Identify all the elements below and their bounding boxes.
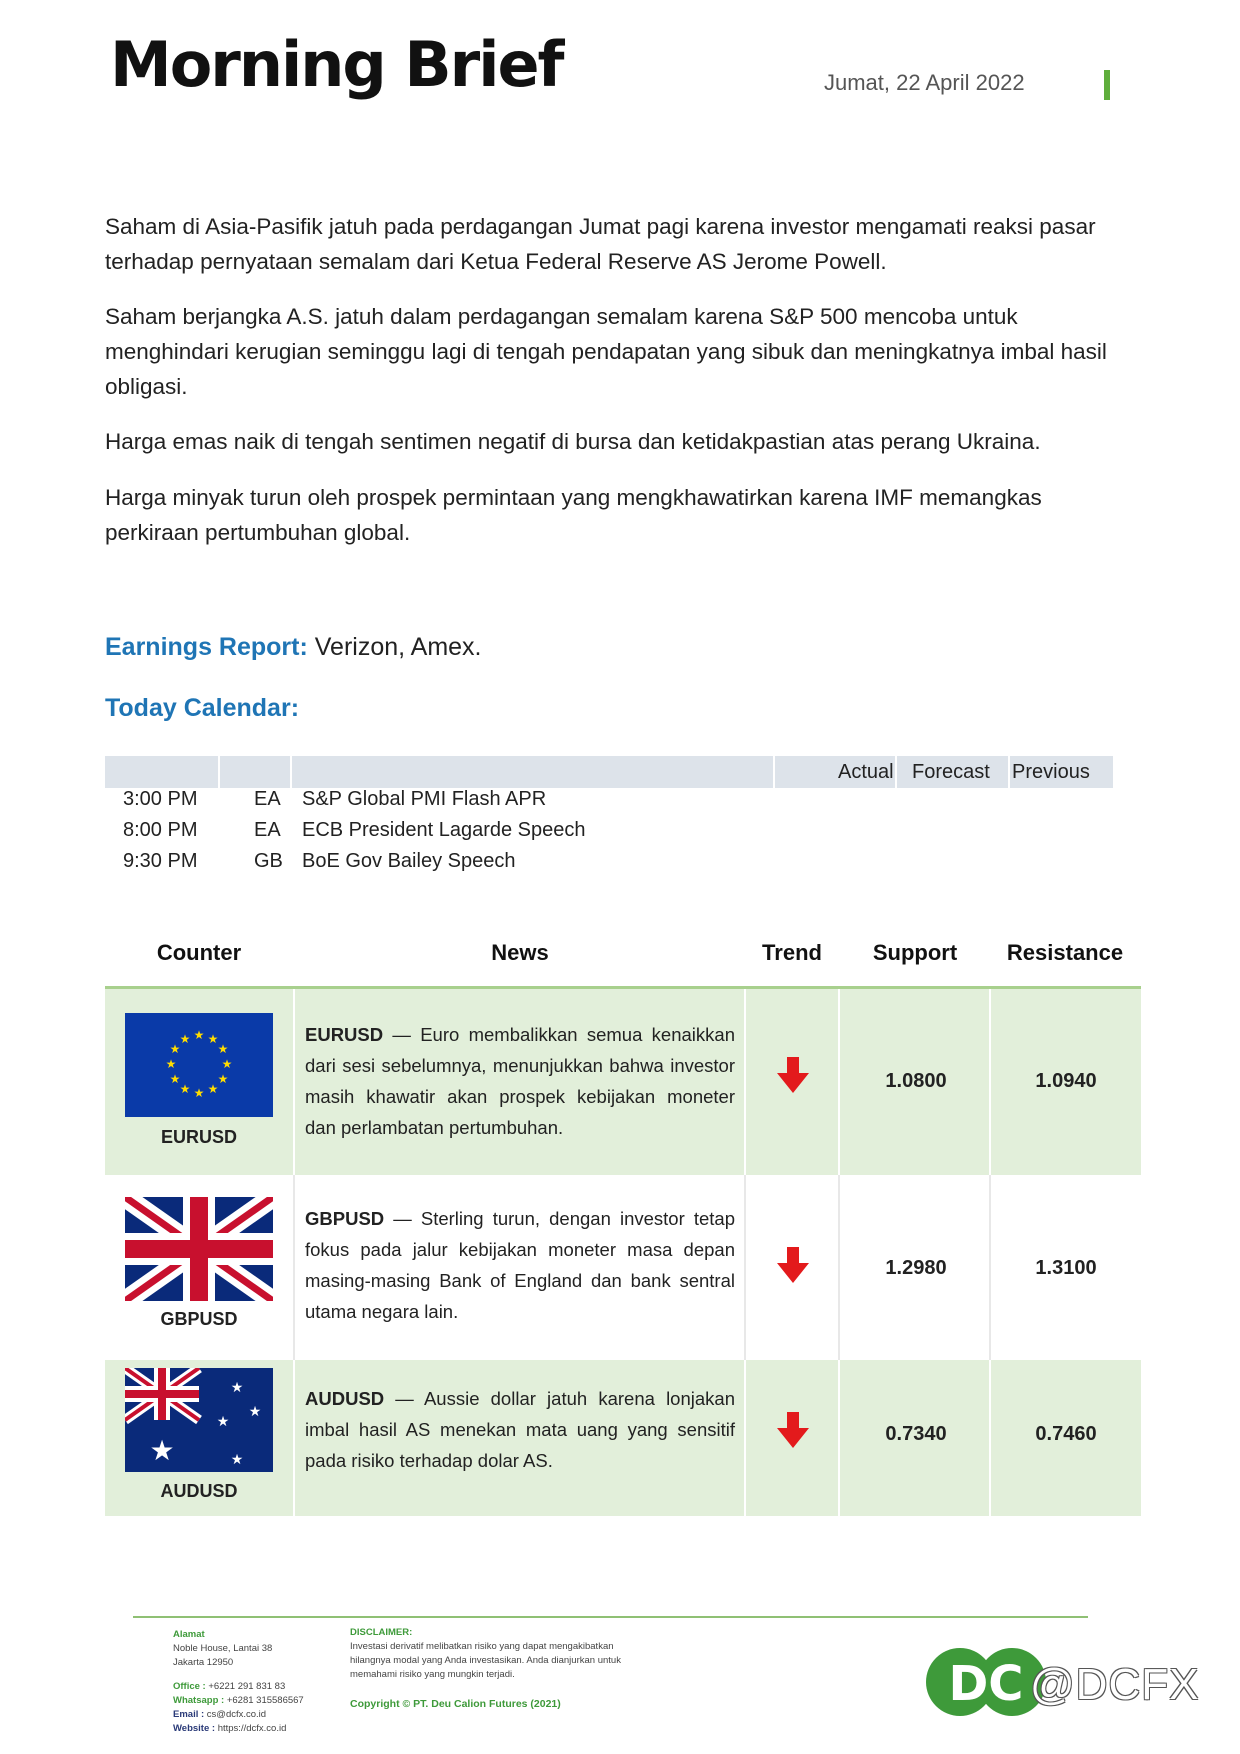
table-header-trend: Trend xyxy=(762,940,822,965)
table-header-resistance: Resistance xyxy=(1006,940,1124,965)
svg-text:★: ★ xyxy=(165,1057,177,1071)
svg-text:★: ★ xyxy=(230,1380,244,1396)
calendar-event: BoE Gov Bailey Speech xyxy=(302,850,516,872)
calendar-row xyxy=(105,850,1113,880)
svg-text:★: ★ xyxy=(217,1072,229,1086)
footer-address: Alamat Noble House, Lantai 38 Jakarta 12950 xyxy=(173,1629,273,1668)
trend-down-arrow-icon xyxy=(777,1247,809,1283)
svg-text:★: ★ xyxy=(248,1404,262,1420)
calendar-event: ECB President Lagarde Speech xyxy=(302,819,586,841)
table-row xyxy=(105,1360,1141,1516)
svg-text:★: ★ xyxy=(179,1032,191,1046)
earnings-report xyxy=(105,633,482,662)
calendar-header-actual: Actual xyxy=(838,761,894,783)
accent-bar xyxy=(1104,70,1110,100)
watermark: @DCFX xyxy=(1030,1660,1200,1709)
table-row xyxy=(105,1175,1141,1360)
news-text: EURUSD — Euro membalikkan semua kenaikkan dari sesi sebelumnya, menunjukkan bahwa investor masih khawatir akan prospek kebijakan moneter dan perlambatan pertumbuhan. xyxy=(305,1024,735,1138)
news-text: AUDUSD — Aussie dollar jatuh karena lonjakan imbal hasil AS menekan mata uang yang sensitif pada risiko terhadap dolar AS. xyxy=(305,1388,735,1471)
resistance-value: 1.3100 xyxy=(1035,1257,1097,1279)
calendar-time: 9:30 PM xyxy=(123,850,198,872)
resistance-value: 1.0940 xyxy=(1035,1070,1097,1092)
svg-text:★: ★ xyxy=(217,1042,229,1056)
calendar-time: 3:00 PM xyxy=(123,788,198,810)
calendar-header xyxy=(105,756,1113,788)
footer-contacts: Office : +6221 291 831 83 Whatsapp : +6281 315586567 Email : cs@dcfx.co.id Website : https://dcfx.co.id xyxy=(173,1681,304,1734)
table-header-counter: Counter xyxy=(156,940,242,965)
trend-down-arrow-icon xyxy=(777,1057,809,1093)
calendar-header-previous: Previous xyxy=(1012,761,1090,783)
calendar-row xyxy=(105,819,1113,849)
svg-text:★: ★ xyxy=(179,1082,191,1096)
support-value: 1.0800 xyxy=(885,1070,947,1092)
calendar-region: EA xyxy=(254,788,281,810)
uk-flag-icon xyxy=(125,1197,273,1301)
calendar-region: GB xyxy=(254,850,283,872)
footer-disclaimer: DISCLAIMER: Investasi derivatif melibatkan risiko yang dapat mengakibatkan hilangnya modal yang Anda investasikan. Anda dianjurkan untuk memahami risiko yang mungkin terjadi. xyxy=(350,1627,621,1680)
eu-flag-icon xyxy=(125,1013,273,1117)
svg-text:★: ★ xyxy=(207,1082,219,1096)
resistance-value: 0.7460 xyxy=(1035,1423,1097,1445)
counter-label: GBPUSD xyxy=(160,1309,238,1329)
calendar-time: 8:00 PM xyxy=(123,819,198,841)
page-title: Morning Brief xyxy=(110,28,563,101)
earnings-value: Verizon, Amex. xyxy=(314,633,482,661)
svg-text:★: ★ xyxy=(169,1072,181,1086)
website-link[interactable]: https://dcfx.co.id xyxy=(217,1723,287,1734)
counter-label: EURUSD xyxy=(160,1127,237,1147)
table-header-news: News xyxy=(491,940,549,965)
svg-text:★: ★ xyxy=(207,1032,219,1046)
news-text: GBPUSD — Sterling turun, dengan investor tetap fokus pada jalur kebijakan moneter masa depan masing-masing Bank of England dan bank sentral utama negara lain. xyxy=(305,1208,735,1322)
svg-text:★: ★ xyxy=(193,1086,205,1100)
svg-text:★: ★ xyxy=(216,1414,230,1430)
au-flag-icon xyxy=(125,1368,273,1472)
support-value: 0.7340 xyxy=(885,1423,947,1445)
calendar-row xyxy=(105,788,1113,818)
email-link[interactable]: cs@dcfx.co.id xyxy=(206,1709,267,1720)
calendar-region: EA xyxy=(254,819,281,841)
summary-paragraph-2: Saham berjangka A.S. jatuh dalam perdagangan semalam karena S&P 500 mencoba untuk menghindari kerugian seminggu lagi di tengah pendapatan yang sibuk dan meningkatnya imbal hasil obligasi. xyxy=(105,304,1107,399)
footer-copyright: Copyright © PT. Deu Calion Futures (2021) xyxy=(350,1698,561,1710)
svg-text:DC: DC xyxy=(948,1656,1024,1712)
svg-text:★: ★ xyxy=(221,1057,233,1071)
table-row xyxy=(105,989,1141,1175)
trend-down-arrow-icon xyxy=(777,1412,809,1448)
table-header-support: Support xyxy=(872,940,958,965)
support-value: 1.2980 xyxy=(885,1257,947,1279)
footer-divider xyxy=(133,1616,1088,1618)
svg-text:★: ★ xyxy=(193,1028,205,1042)
calendar-event: S&P Global PMI Flash APR xyxy=(302,788,547,810)
earnings-label: Earnings Report: xyxy=(105,633,308,661)
report-date: Jumat, 22 April 2022 xyxy=(824,70,1025,95)
summary-paragraph-3: Harga emas naik di tengah sentimen negatif di bursa dan ketidakpastian atas perang Ukraina. xyxy=(105,429,1041,454)
summary-paragraph-4: Harga minyak turun oleh prospek permintaan yang mengkhawatirkan karena IMF memangkas perkiraan pertumbuhan global. xyxy=(105,485,1042,545)
svg-text:★: ★ xyxy=(169,1042,181,1056)
counter-label: AUDUSD xyxy=(160,1481,238,1501)
svg-text:★: ★ xyxy=(149,1434,175,1467)
calendar-title: Today Calendar: xyxy=(105,694,300,722)
svg-text:★: ★ xyxy=(230,1452,244,1468)
summary-paragraph-1: Saham di Asia-Pasifik jatuh pada perdagangan Jumat pagi karena investor mengamati reaksi pasar terhadap pernyataan semalam dari Ketua Federal Reserve AS Jerome Powell. xyxy=(105,214,1096,274)
calendar-header-forecast: Forecast xyxy=(912,761,990,783)
